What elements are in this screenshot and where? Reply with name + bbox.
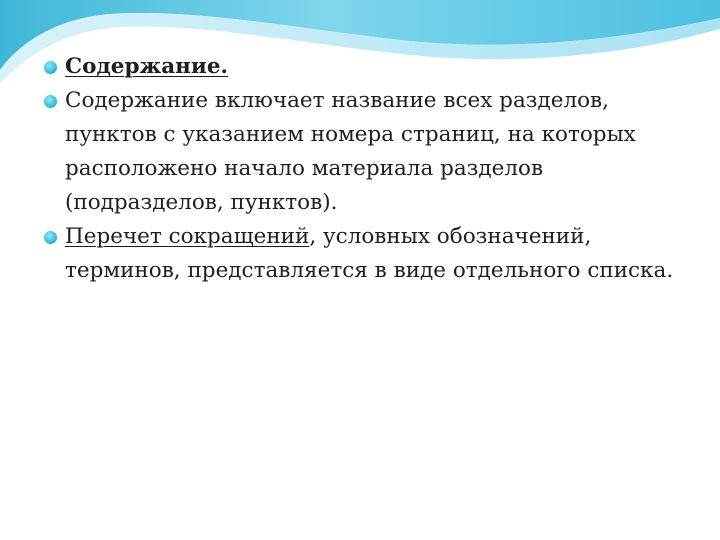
bullet-list xyxy=(44,50,684,288)
contents-heading: Содержание. xyxy=(65,54,228,79)
bullet-item-contents-heading xyxy=(44,50,684,84)
bullet-item-contents-description xyxy=(44,84,684,220)
bullet-dot-icon xyxy=(44,231,57,244)
bullet-dot-icon xyxy=(44,61,57,74)
bullet-item-abbreviations xyxy=(44,220,684,288)
abbreviations-description: , условных обозначений, терминов, представляется в виде отдельного списка. xyxy=(65,224,674,283)
bullet-dot-icon xyxy=(44,95,57,108)
contents-description: Содержание включает название всех разделов, пунктов с указанием номера страниц, на которых расположено начало материала разделов (подразделов, пунктов). xyxy=(65,88,636,215)
abbreviations-link-text: Перечет сокращений xyxy=(65,224,310,249)
